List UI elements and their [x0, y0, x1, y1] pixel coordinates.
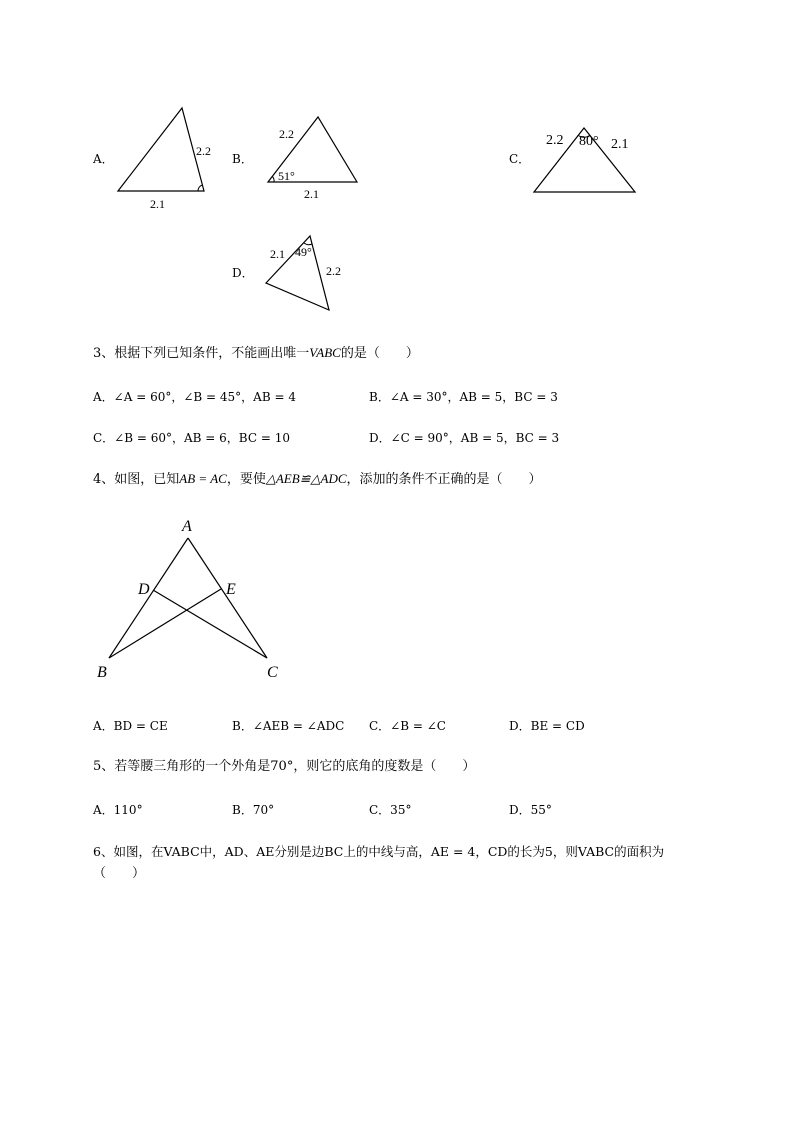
triangle-a-shape [118, 108, 204, 191]
q4-figure [90, 510, 300, 690]
q5-stem: 5、若等腰三角形的一个外角是70°，则它的底角的度数是（ ） [93, 759, 476, 774]
point-b-label: B [97, 664, 107, 681]
q6-stem-line2: （ ） [93, 866, 146, 881]
triangle-d-angle-label: 49° [295, 245, 312, 259]
q2-option-b-triangle [260, 110, 370, 205]
q5-option-b: B．70° [232, 803, 275, 817]
triangle-a-left-label: 2.2 [196, 144, 211, 158]
q5-option-c: C．35° [369, 803, 412, 817]
triangle-b-angle-label: 51° [278, 169, 295, 183]
q3-stem: 3、根据下列已知条件，不能画出唯一VABC的是（ ） [93, 345, 419, 361]
segment-cd [153, 590, 267, 658]
q2-option-a-label: A． [93, 152, 114, 166]
triangle-d-left-label: 2.1 [270, 247, 285, 261]
triangle-d-right-label: 2.2 [326, 264, 341, 278]
triangle-c-right-label: 2.1 [611, 137, 629, 152]
q2-option-c-label: C． [509, 152, 531, 166]
q4-stem: 4、如图，已知AB = AC，要使△AEB≌△ADC，添加的条件不正确的是（ ） [93, 471, 542, 487]
q6-stem-line1: 6、如图，在VABC中，AD、AE分别是边BC上的中线与高，AE = 4，CD的长为5，则VABC的面积为 [93, 844, 665, 859]
q3-option-d: D．∠C = 90°，AB = 5，BC = 3 [369, 431, 560, 445]
q3-option-c: C．∠B = 60°，AB = 6，BC = 10 [93, 431, 290, 445]
q2-option-c-triangle [528, 118, 648, 198]
triangle-b-side-label: 2.2 [279, 127, 294, 141]
segment-be [109, 589, 221, 658]
q2-option-b-label: B． [232, 152, 253, 166]
triangle-c-left-label: 2.2 [546, 133, 564, 148]
q3-option-b: B．∠A = 30°，AB = 5，BC = 3 [369, 390, 558, 404]
triangle-b-bottom-label: 2.1 [304, 187, 319, 201]
q4-option-c: C．∠B = ∠C [369, 719, 446, 733]
point-d-label: D [138, 581, 150, 598]
triangle-c-angle-label: 80° [579, 134, 599, 149]
q5-option-d: D．55° [509, 803, 552, 817]
triangle-a-bottom-label: 2.1 [150, 197, 165, 211]
q5-option-a: A．110° [93, 803, 143, 817]
q4-option-b: B．∠AEB = ∠ADC [232, 719, 345, 733]
q2-option-a-triangle [110, 100, 230, 215]
point-c-label: C [267, 664, 278, 681]
point-e-label: E [226, 581, 236, 598]
q2-option-d-triangle [260, 230, 360, 315]
q2-option-d-label: D． [232, 266, 254, 280]
q3-option-a: A．∠A = 60°，∠B = 45°，AB = 4 [93, 390, 296, 404]
point-a-label: A [182, 518, 192, 535]
segment-ab [109, 538, 188, 658]
angle-mark [273, 177, 275, 183]
segment-ac [188, 538, 267, 658]
q4-option-a: A．BD = CE [93, 719, 168, 733]
angle-mark [198, 185, 203, 191]
q4-option-d: D．BE = CD [509, 719, 585, 733]
